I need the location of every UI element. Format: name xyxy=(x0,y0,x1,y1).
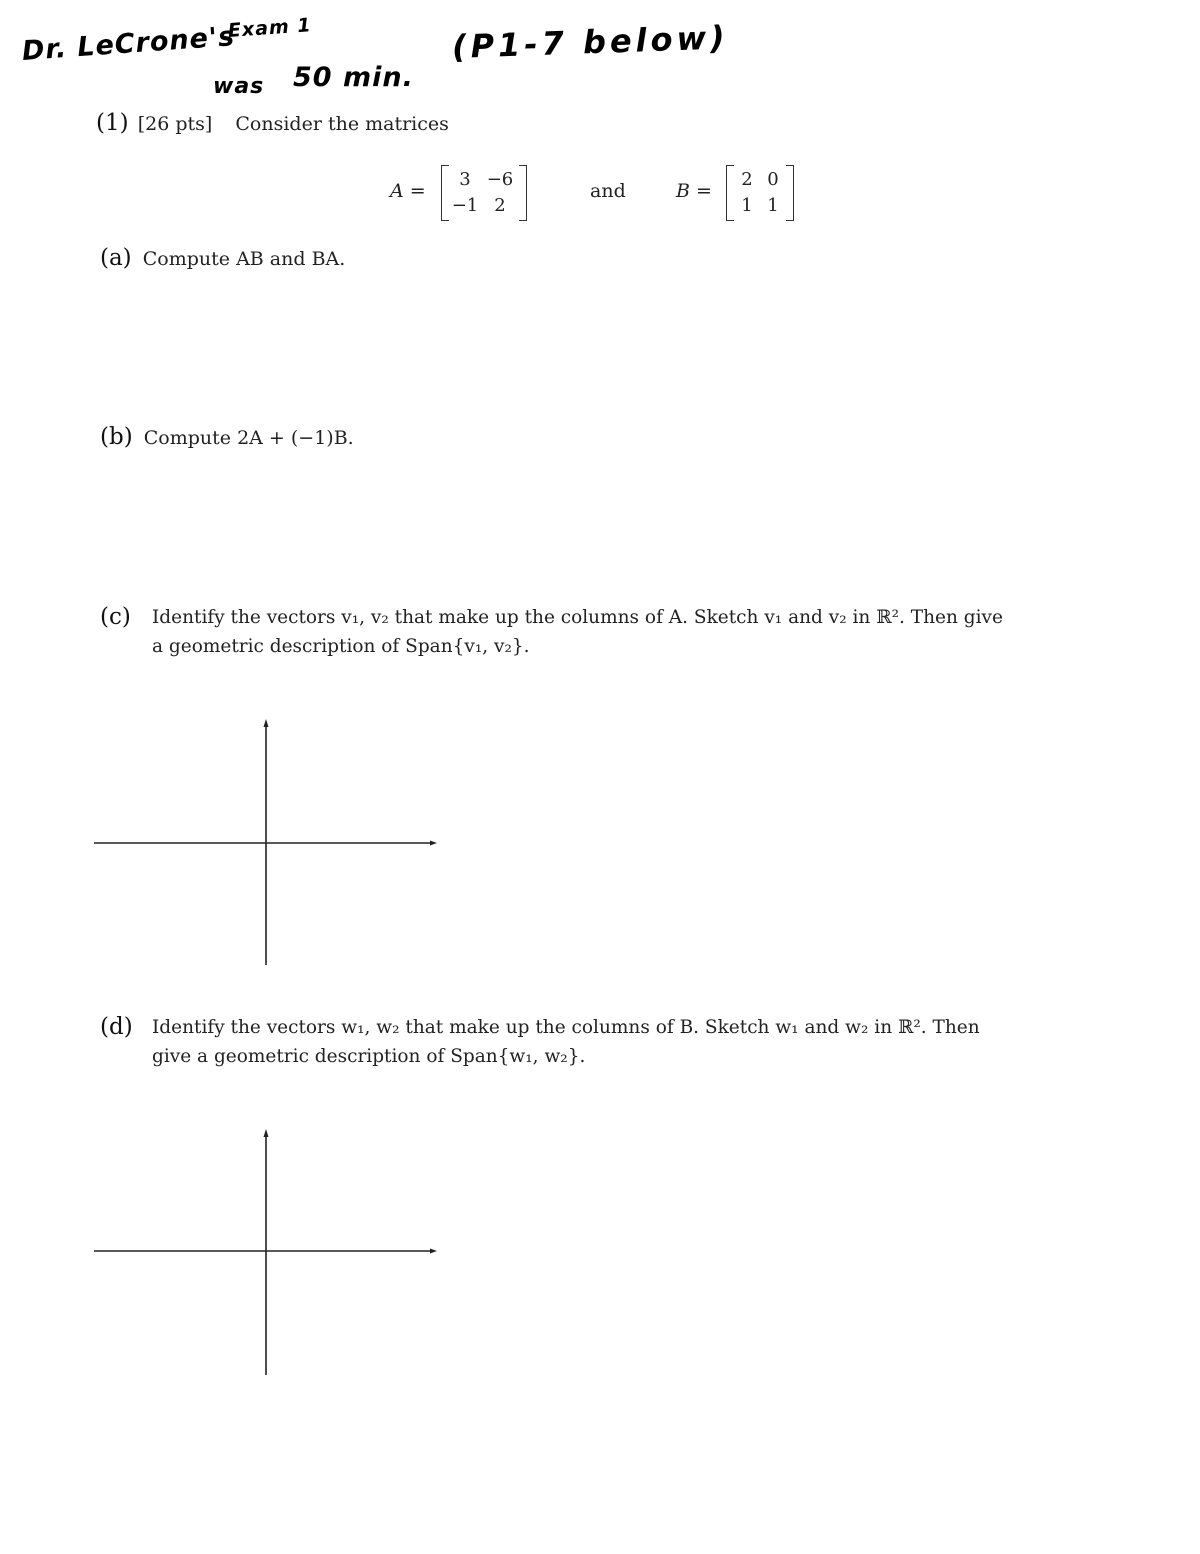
part-c-line2: a geometric description of Span{v₁, v₂}. xyxy=(152,636,530,657)
handwritten-time: 50 min. xyxy=(293,62,414,93)
y-axis-arrow-icon xyxy=(264,719,269,727)
part-b xyxy=(100,424,354,450)
matrix-a-left-bracket xyxy=(441,165,449,221)
part-c-line1: Identify the vectors v₁, v₂ that make up the columns of A. Sketch v₁ and v₂ in ℝ². Then give xyxy=(152,607,1003,628)
axes-c[interactable] xyxy=(94,717,439,967)
x-axis-arrow-icon xyxy=(430,1249,437,1254)
part-b-text: Compute 2A + (−1)B. xyxy=(143,427,354,449)
matrix-b-label: B = xyxy=(676,180,712,202)
part-d-line2: give a geometric description of Span{w₁, w₂}. xyxy=(152,1046,586,1067)
handwritten-was: was xyxy=(213,74,265,99)
matrix-b-cell: 1 xyxy=(741,195,753,216)
matrix-a xyxy=(441,165,527,221)
matrix-b-cell: 2 xyxy=(741,169,753,190)
handwritten-name: Dr. LeCrone's xyxy=(20,21,237,67)
matrix-b-left-bracket xyxy=(726,165,734,221)
part-d-label: (d) xyxy=(100,1014,133,1040)
matrix-a-cell: 3 xyxy=(459,169,471,190)
matrix-a-cell: 2 xyxy=(494,195,506,216)
part-b-label: (b) xyxy=(100,424,133,450)
matrix-a-cell: −6 xyxy=(486,169,514,190)
problem-intro: Consider the matrices xyxy=(235,113,449,135)
problem-header xyxy=(96,110,449,136)
axes-d-svg[interactable] xyxy=(94,1127,439,1377)
handwritten-exam: Exam 1 xyxy=(227,14,313,42)
axes-d[interactable] xyxy=(94,1127,439,1377)
matrix-b xyxy=(726,165,794,221)
part-c-label: (c) xyxy=(100,604,131,630)
matrix-b-cell: 1 xyxy=(767,195,779,216)
problem-number: (1) xyxy=(96,110,129,136)
part-a-text: Compute AB and BA. xyxy=(142,248,346,270)
problem-points: [26 pts] xyxy=(137,113,213,135)
y-axis-arrow-icon xyxy=(264,1129,269,1137)
matrices-conjunction: and xyxy=(590,180,626,202)
part-a-label: (a) xyxy=(100,245,132,271)
part-d-line1: Identify the vectors w₁, w₂ that make up the columns of B. Sketch w₁ and w₂ in ℝ². Then xyxy=(152,1017,980,1038)
matrix-b-cell: 0 xyxy=(767,169,779,190)
part-a xyxy=(100,245,345,271)
matrix-a-right-bracket xyxy=(519,165,527,221)
x-axis-arrow-icon xyxy=(430,841,437,846)
handwritten-note: (P1-7 below) xyxy=(451,18,730,66)
matrix-a-cell: −1 xyxy=(451,195,479,216)
matrix-a-label: A = xyxy=(390,180,426,202)
axes-c-svg[interactable] xyxy=(94,717,439,967)
matrix-b-right-bracket xyxy=(786,165,794,221)
